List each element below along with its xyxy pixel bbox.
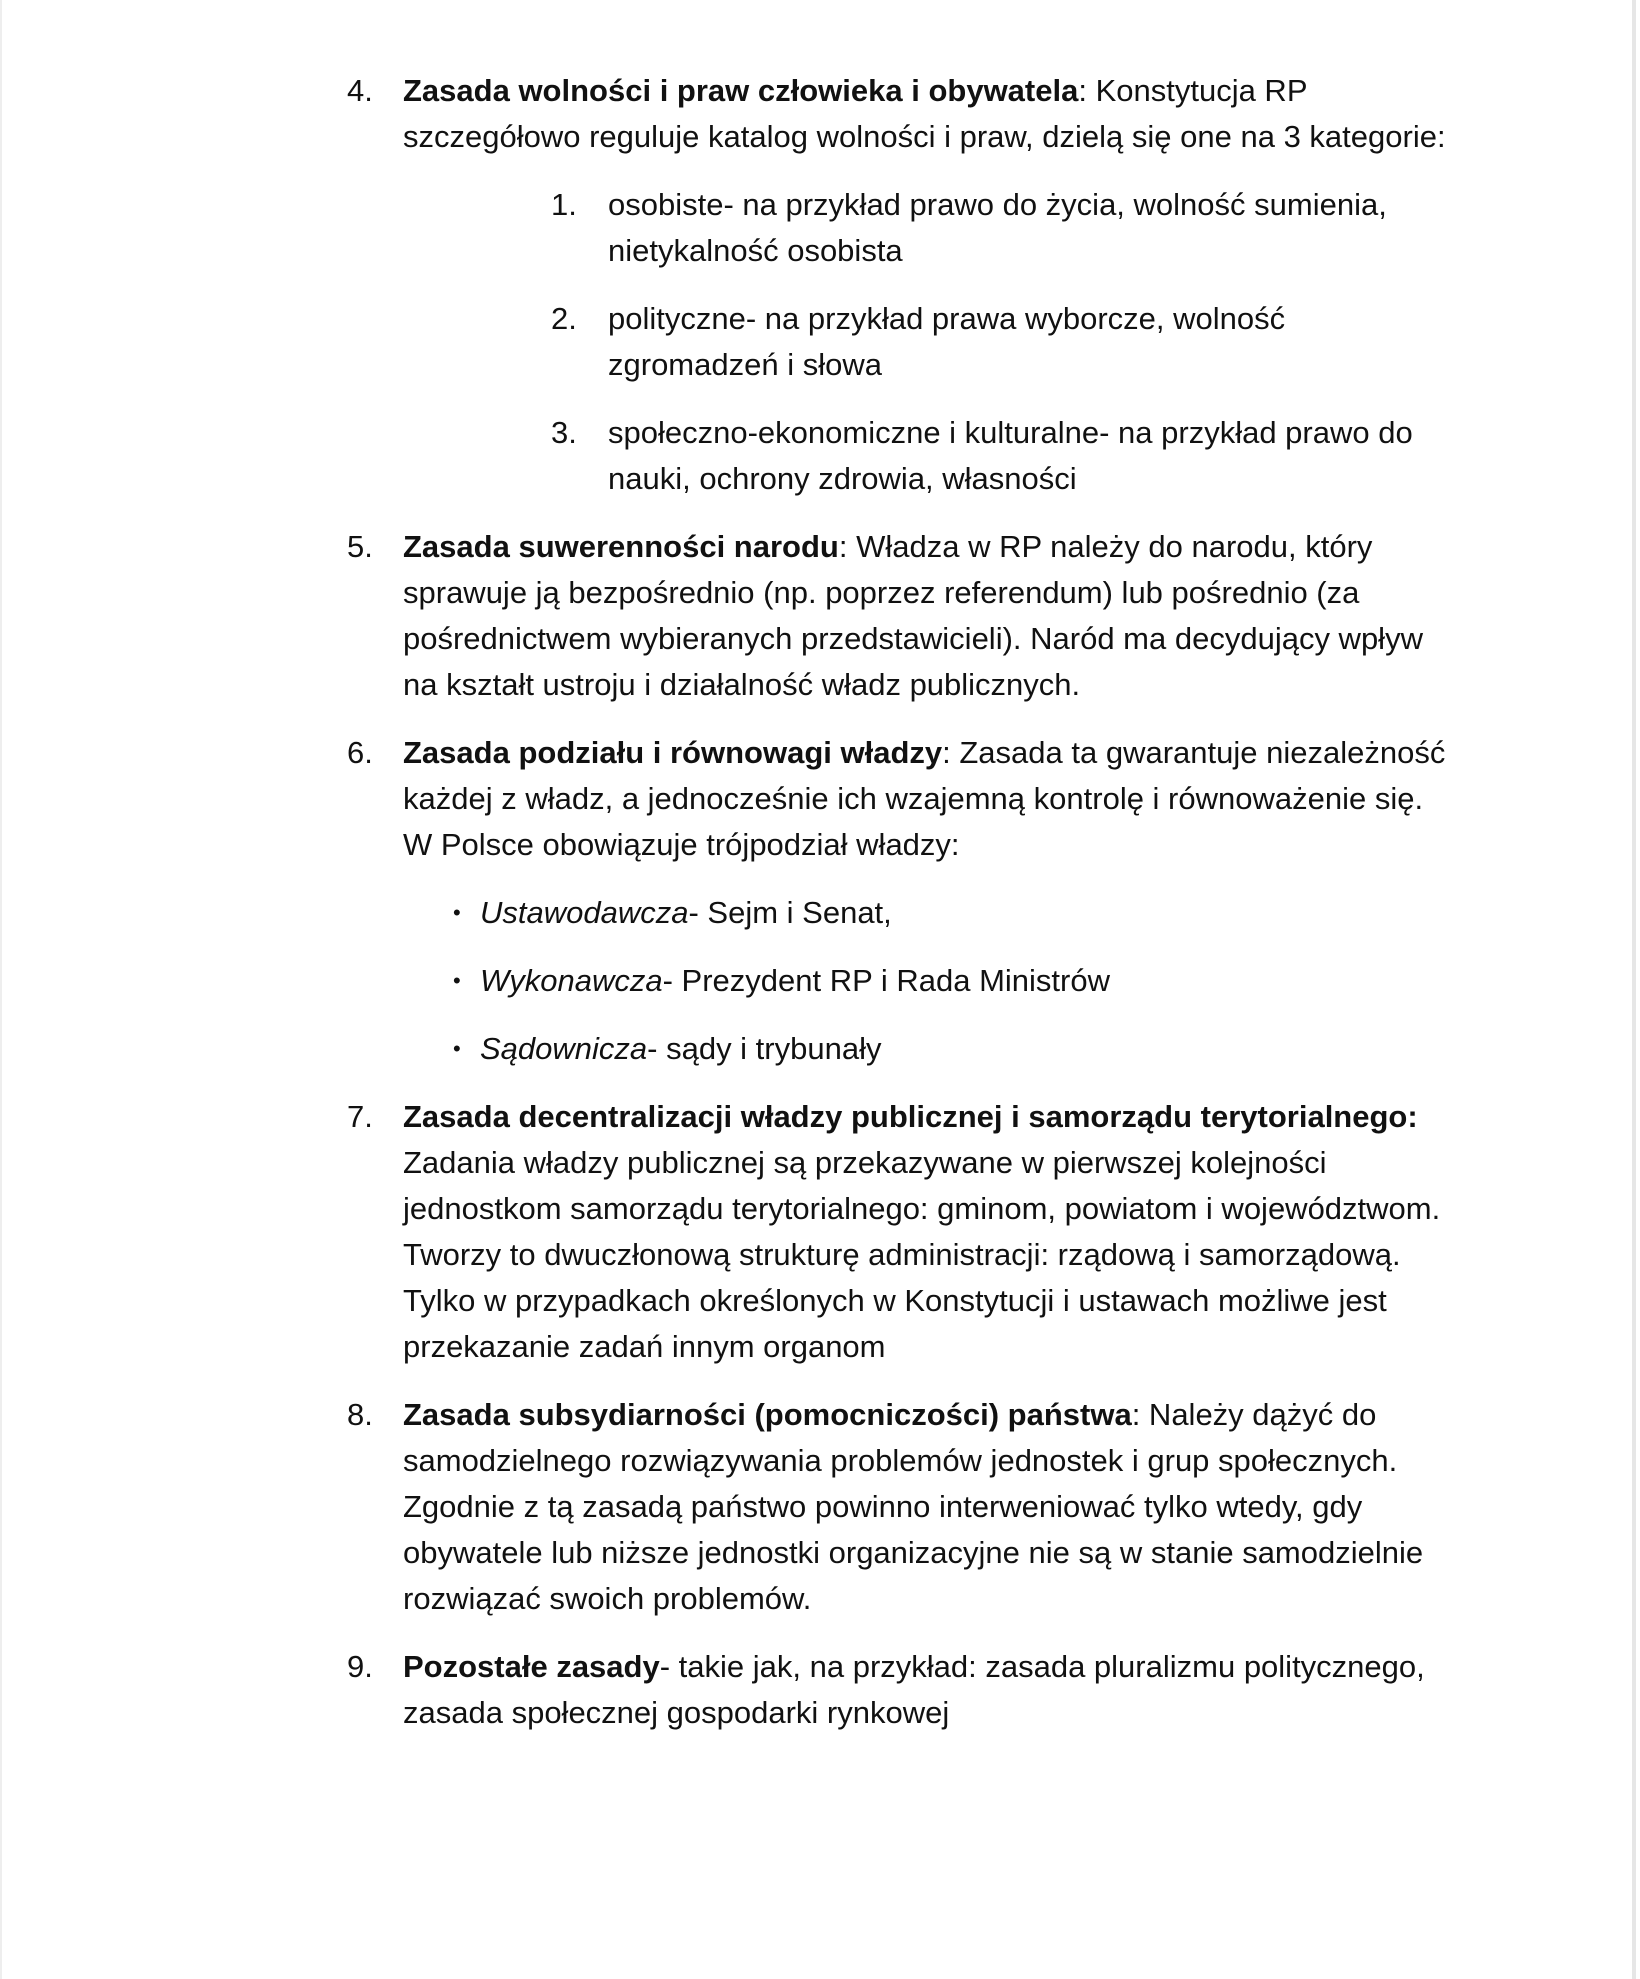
principles-list	[347, 68, 1447, 1758]
sub-item-text: osobiste- na przykład prawo do życia, wolność sumienia, nietykalność osobista	[608, 187, 1387, 268]
bullet-text: - Sejm i Senat,	[688, 895, 892, 930]
item-text: : Konstytucja RP szczegółowo reguluje katalog wolności i praw, dzielą się one na 3 kategorie:	[403, 73, 1446, 154]
sub-item-number: 2.	[551, 301, 577, 336]
bullet-text: - Prezydent RP i Rada Ministrów	[662, 963, 1110, 998]
item-title: Zasada wolności i praw człowieka i obywatela	[403, 73, 1079, 108]
bullet-icon: •	[453, 968, 461, 993]
item-title: Zasada decentralizacji władzy publicznej i samorządu terytorialnego:	[403, 1099, 1418, 1134]
sub-item-text: polityczne- na przykład prawa wyborcze, wolność zgromadzeń i słowa	[608, 301, 1286, 382]
sub-item-1	[403, 182, 1447, 274]
item-text: : Zasada ta gwarantuje niezależność każdej z władz, a jednocześnie ich wzajemną kontrolę i równoważenie się. W Polsce obowiązuje trójpodział władzy:	[403, 735, 1446, 862]
sub-item-number: 3.	[551, 415, 577, 450]
sub-item-text: społeczno-ekonomiczne i kulturalne- na przykład prawo do nauki, ochrony zdrowia, własności	[608, 415, 1413, 496]
item-text: : Należy dążyć do samodzielnego rozwiązywania problemów jednostek i grup społecznych. Zgodnie z tą zasadą państwo powinno interweniować tylko wtedy, gdy obywatele lub niższe jednostki organizacyjne nie są w stanie samodzielnie rozwiązać swoich problemów.	[403, 1397, 1424, 1616]
sub-item-number: 1.	[551, 187, 577, 222]
item-number: 8.	[347, 1397, 373, 1432]
item-number: 6.	[347, 735, 373, 770]
item-number: 7.	[347, 1099, 373, 1134]
list-item-4	[347, 68, 1447, 502]
sub-item-3	[403, 410, 1447, 502]
item-number: 9.	[347, 1649, 373, 1684]
bullet-term: Sądownicza	[480, 1031, 648, 1066]
bullet-icon: •	[453, 900, 461, 925]
bullet-text: - sądy i trybunały	[647, 1031, 882, 1066]
bullet-item-executive	[403, 958, 1447, 1004]
list-item-7	[347, 1094, 1447, 1370]
item-title: Zasada podziału i równowagi władzy	[403, 735, 943, 770]
bullet-term: Ustawodawcza	[480, 895, 689, 930]
bullet-item-legislative	[403, 890, 1447, 936]
sub-item-2	[403, 296, 1447, 388]
list-item-9	[347, 1644, 1447, 1736]
item-number: 4.	[347, 73, 373, 108]
item-title: Zasada subsydiarności (pomocniczości) państwa	[403, 1397, 1132, 1432]
item-text: Zadania władzy publicznej są przekazywane w pierwszej kolejności jednostkom samorządu terytorialnego: gminom, powiatom i województwom. Tworzy to dwuczłonową strukturę administracji: rządową i samorządową. Tylko w przypadkach określonych w Konstytucji i ustawach możliwe jest przekazanie zadań innym organom	[403, 1145, 1441, 1364]
item-text: - takie jak, na przykład: zasada pluralizmu politycznego, zasada społecznej gospodarki rynkowej	[403, 1649, 1425, 1730]
item-text: : Władza w RP należy do narodu, który sprawuje ją bezpośrednio (np. poprzez referendum) lub pośrednio (za pośrednictwem wybieranych przedstawicieli). Naród ma decydujący wpływ na kształt ustroju i działalność władz publicznych.	[403, 529, 1423, 702]
item-number: 5.	[347, 529, 373, 564]
list-item-5	[347, 524, 1447, 708]
bullet-icon: •	[453, 1036, 461, 1061]
bullet-term: Wykonawcza	[480, 963, 663, 998]
list-item-8	[347, 1392, 1447, 1622]
item-title: Pozostałe zasady	[403, 1649, 660, 1684]
bullet-item-judicial	[403, 1026, 1447, 1072]
list-item-6	[347, 730, 1447, 1072]
item-title: Zasada suwerenności narodu	[403, 529, 839, 564]
